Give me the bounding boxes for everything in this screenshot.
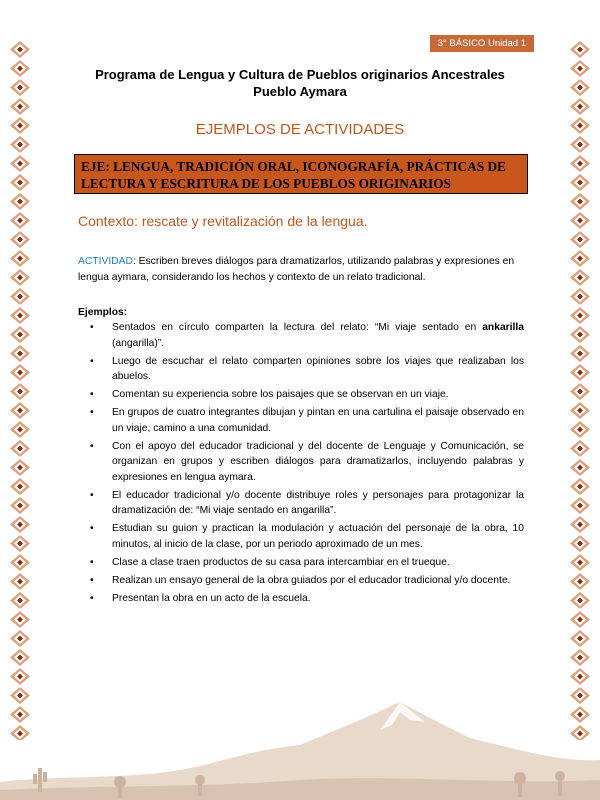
list-item: • Luego de escuchar el relato comparten opiniones sobre los viajes que realizaban los abuelos. [90, 355, 524, 382]
list-item: • El educador tradicional y/o docente distribuye roles y personajes para protagonizar la dramatización de: “Mi viaje sentado en angarilla”. [90, 489, 524, 516]
bullet-icon: • [90, 574, 94, 586]
bullet-icon: • [90, 592, 94, 604]
section-title: EJEMPLOS DE ACTIVIDADES [195, 121, 405, 138]
bullet-icon: • [90, 556, 94, 568]
contexto-heading: Contexto: rescate y revitalización de la lengua. [78, 213, 368, 229]
bullet-icon: • [90, 322, 94, 333]
list-item: • Estudian su guion y practican la modulación y actuación del personaje de la obra, 10 minutos, al inicio de la clase, por un periodo aproximado de un mes. [90, 523, 524, 550]
list-item: • Presentan la obra en un acto de la escuela. [78, 591, 524, 607]
page-header [0, 66, 600, 100]
people-title: Pueblo Aymara [253, 84, 347, 99]
bullet-icon: • [90, 489, 94, 501]
list-item: • Con el apoyo del educador tradicional y del docente de Lenguaje y Comunicación, se organizan en grupos y escriben diálogos para dramatizarlos, incluyendo palabras y expresiones en lengua aymara. [90, 440, 524, 483]
actividad-label: ACTIVIDAD [78, 256, 133, 267]
eje-box [74, 154, 528, 194]
list-item: • Realizan un ensayo general de la obra guiados por el educador tradicional y/o docente. [78, 573, 524, 589]
bullet-icon: • [90, 440, 94, 452]
examples-list [78, 320, 524, 609]
actividad-paragraph [78, 254, 518, 285]
list-item: • Sentados en círculo comparten la lectura del relato: “Mi viaje sentado en ankarilla (angarilla)”. [90, 322, 524, 349]
ejemplos-label: Ejemplos: [78, 307, 128, 318]
list-item: • En grupos de cuatro integrantes dibujan y pintan en una cartulina el paisaje observado en un viaje, camino a una comunidad. [90, 407, 524, 434]
decorative-border-right [568, 40, 592, 740]
andean-landscape-illustration [0, 690, 600, 800]
bullet-icon: • [90, 355, 94, 367]
eje-line-1: EJE: LENGUA, TRADICIÓN ORAL, ICONOGRAFÍA, PRÁCTICAS DE [81, 159, 506, 174]
actividad-text: : Escriben breves diálogos para dramatizarlos, utilizando palabras y expresiones en lengua aymara, considerando los hechos y contexto de un relato tradicional. [78, 256, 515, 283]
program-title: Programa de Lengua y Cultura de Pueblos originarios Ancestrales [95, 67, 505, 82]
eje-line-2: LECTURA Y ESCRITURA DE LOS PUEBLOS ORIGINARIOS [81, 176, 451, 191]
bullet-icon: • [90, 389, 94, 400]
decorative-border-left [8, 40, 32, 740]
bullet-icon: • [90, 523, 94, 534]
bullet-icon: • [90, 407, 94, 418]
list-item: • Clase a clase traen productos de su casa para intercambiar en el trueque. [78, 555, 524, 571]
list-item: • Comentan su experiencia sobre los paisajes que se observan en un viaje. [78, 387, 524, 403]
grade-unit-badge: 3° BÁSICO Unidad 1 [430, 35, 534, 52]
